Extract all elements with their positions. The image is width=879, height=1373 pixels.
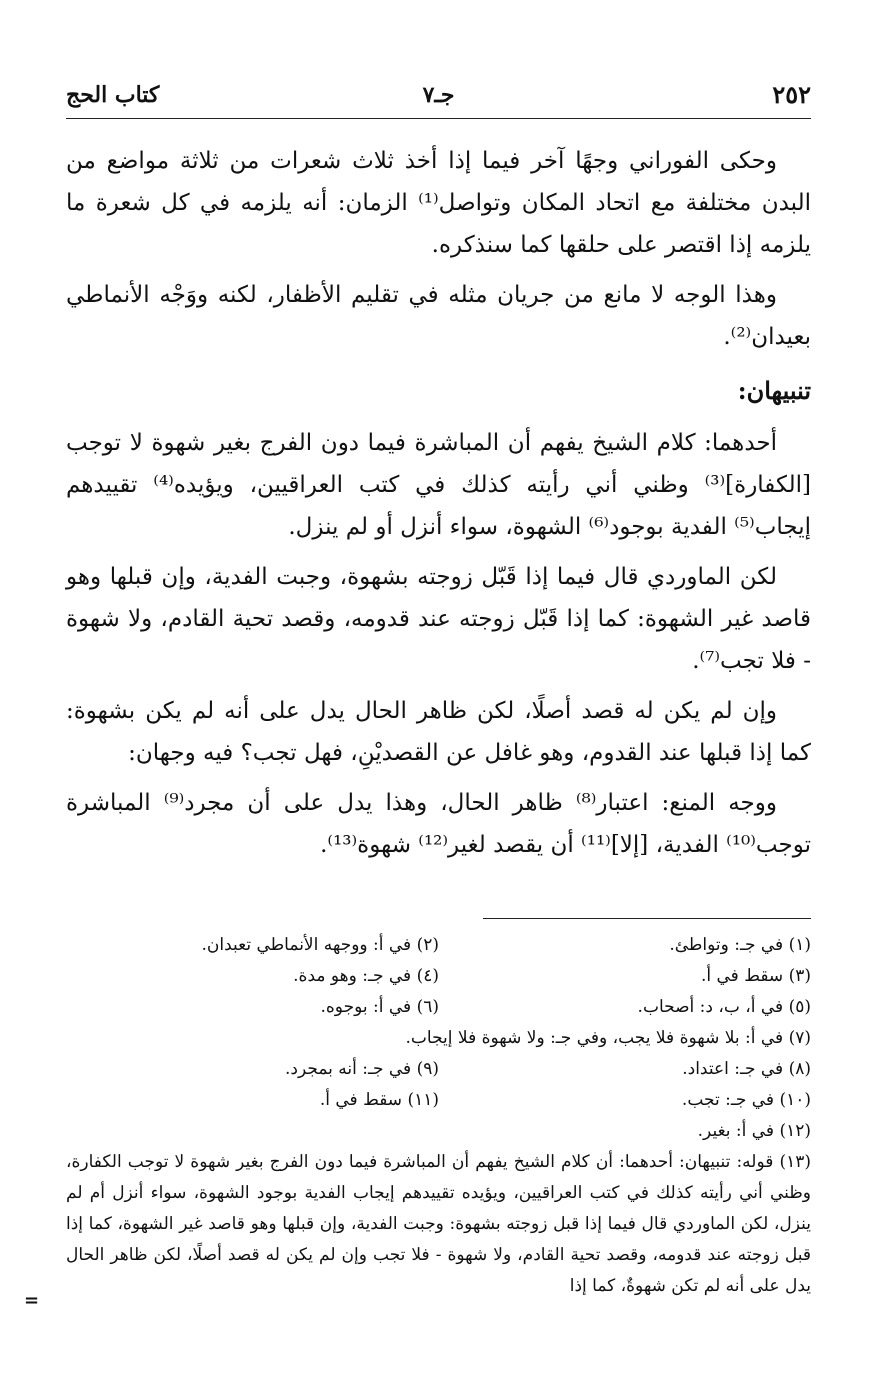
footnote-divider bbox=[483, 918, 811, 919]
footnote-6: (٦) في أ: بوجوه. bbox=[320, 997, 439, 1017]
paragraph-6: ووجه المنع: اعتبار⁽⁸⁾ ظاهر الحال، وهذا يدل على أن مجرد⁽⁹⁾ المباشرة توجب⁽¹⁰⁾ الفدية، [إلا]⁽¹¹⁾ أن يقصد لغير⁽¹²⁾ شهوة⁽¹³⁾. bbox=[66, 790, 811, 858]
paragraph-5: وإن لم يكن له قصد أصلًا، لكن ظاهر الحال يدل على أنه لم يكن بشهوة: كما إذا قبلها عند القدوم، وهو غافل عن القصديْنِ، فهل تجب؟ فيه وجهان: bbox=[66, 698, 811, 766]
footnote-3: (٣) سقط في أ. bbox=[700, 966, 811, 986]
page-number: ٢٥٢ bbox=[772, 80, 811, 109]
footnote-row bbox=[66, 1054, 811, 1085]
paragraph-3: أحدهما: كلام الشيخ يفهم أن المباشرة فيما دون الفرج بغير شهوة لا توجب [الكفارة]⁽³⁾ وظني أني رأيته كذلك في كتب العراقيين، ويؤيده⁽⁴⁾ تقييدهم إيجاب⁽⁵⁾ الفدية بوجود⁽⁶⁾ الشهوة، سواء أنزل أو لم ينزل. bbox=[66, 430, 812, 540]
footnote-7: (٧) في أ: بلا شهوة فلا يجب، وفي جـ: ولا شهوة فلا إيجاب. bbox=[405, 1028, 811, 1048]
paragraph-4: لكن الماوردي قال فيما إذا قَبّل زوجته بشهوة، وجبت الفدية، وإن قبلها وهو قاصد غير الشهوة: كما إذا قَبّل زوجته عند قدومه، وقصد تحية القادم، ولا شهوة - فلا تجب⁽⁷⁾. bbox=[66, 564, 811, 674]
footnote-row bbox=[66, 1116, 811, 1147]
footnote-12: (١٢) في أ: بغير. bbox=[697, 1121, 811, 1141]
page-header bbox=[66, 80, 811, 114]
section-heading: تنبيهان: bbox=[737, 376, 811, 405]
footnote-10: (١٠) في جـ: تجب. bbox=[681, 1090, 811, 1110]
footnote-13: (١٣) قوله: تنبيهان: أحدهما: أن كلام الشيخ يفهم أن المباشرة فيما دون الفرج بغير شهوة لا توجب الكفارة، وظني أني رأيته كذلك في كتب العراقيين، ويؤيده تقييدهم إيجاب الفدية بوجود الشهوة، سواء أنزل أم لم ينزل، لكن الماوردي قال فيما إذا قبل زوجته بشهوة: وجبت الفدية، وإن قبلها وهو قاصد غير الشهوة، كما إذا قبل زوجته عند قدومه، وقصد تحية القادم، ولا شهوة - فلا تجب وإن لم يكن له قصد أصلًا، لكن ظاهر الحال يدل على أنه لم تكن شهوةٌ، كما إذا bbox=[66, 1152, 811, 1296]
book-title: كتاب الحج bbox=[66, 82, 160, 108]
footnote-5: (٥) في أ، ب، د: أصحاب. bbox=[637, 997, 811, 1017]
footnotes bbox=[66, 930, 811, 1302]
footnote-9: (٩) في جـ: أنه بمجرد. bbox=[285, 1059, 439, 1079]
footnote-row bbox=[66, 992, 811, 1023]
footnote-4: (٤) في جـ: وهو مدة. bbox=[293, 966, 439, 986]
footnote-11: (١١) سقط في أ. bbox=[319, 1090, 439, 1110]
main-text bbox=[66, 140, 811, 874]
footnote-row bbox=[66, 930, 811, 961]
footnote-2: (٢) في أ: ووجهه الأنماطي تعبدان. bbox=[201, 935, 439, 955]
footnote-row bbox=[66, 1023, 811, 1054]
paragraph-1: وحكى الفوراني وجهًا آخر فيما إذا أخذ ثلاث شعرات من ثلاثة مواضع من البدن مختلفة مع اتحاد المكان وتواصل⁽¹⁾ الزمان: أنه يلزمه في كل شعرة ما يلزمه إذا اقتصر على حلقها كما سنذكره. bbox=[66, 148, 811, 258]
footnote-8: (٨) في جـ: اعتداد. bbox=[682, 1059, 811, 1079]
footnote-1: (١) في جـ: وتواطئ. bbox=[669, 935, 811, 955]
footnote-row bbox=[66, 961, 811, 992]
paragraph-2: وهذا الوجه لا مانع من جريان مثله في تقليم الأظفار، لكنه ووَجْه الأنماطي بعيدان⁽²⁾. bbox=[66, 282, 811, 350]
header-divider bbox=[66, 118, 811, 119]
continuation-mark: = bbox=[24, 1290, 40, 1311]
footnote-row bbox=[66, 1085, 811, 1116]
volume-label: جـ٧ bbox=[422, 82, 455, 108]
